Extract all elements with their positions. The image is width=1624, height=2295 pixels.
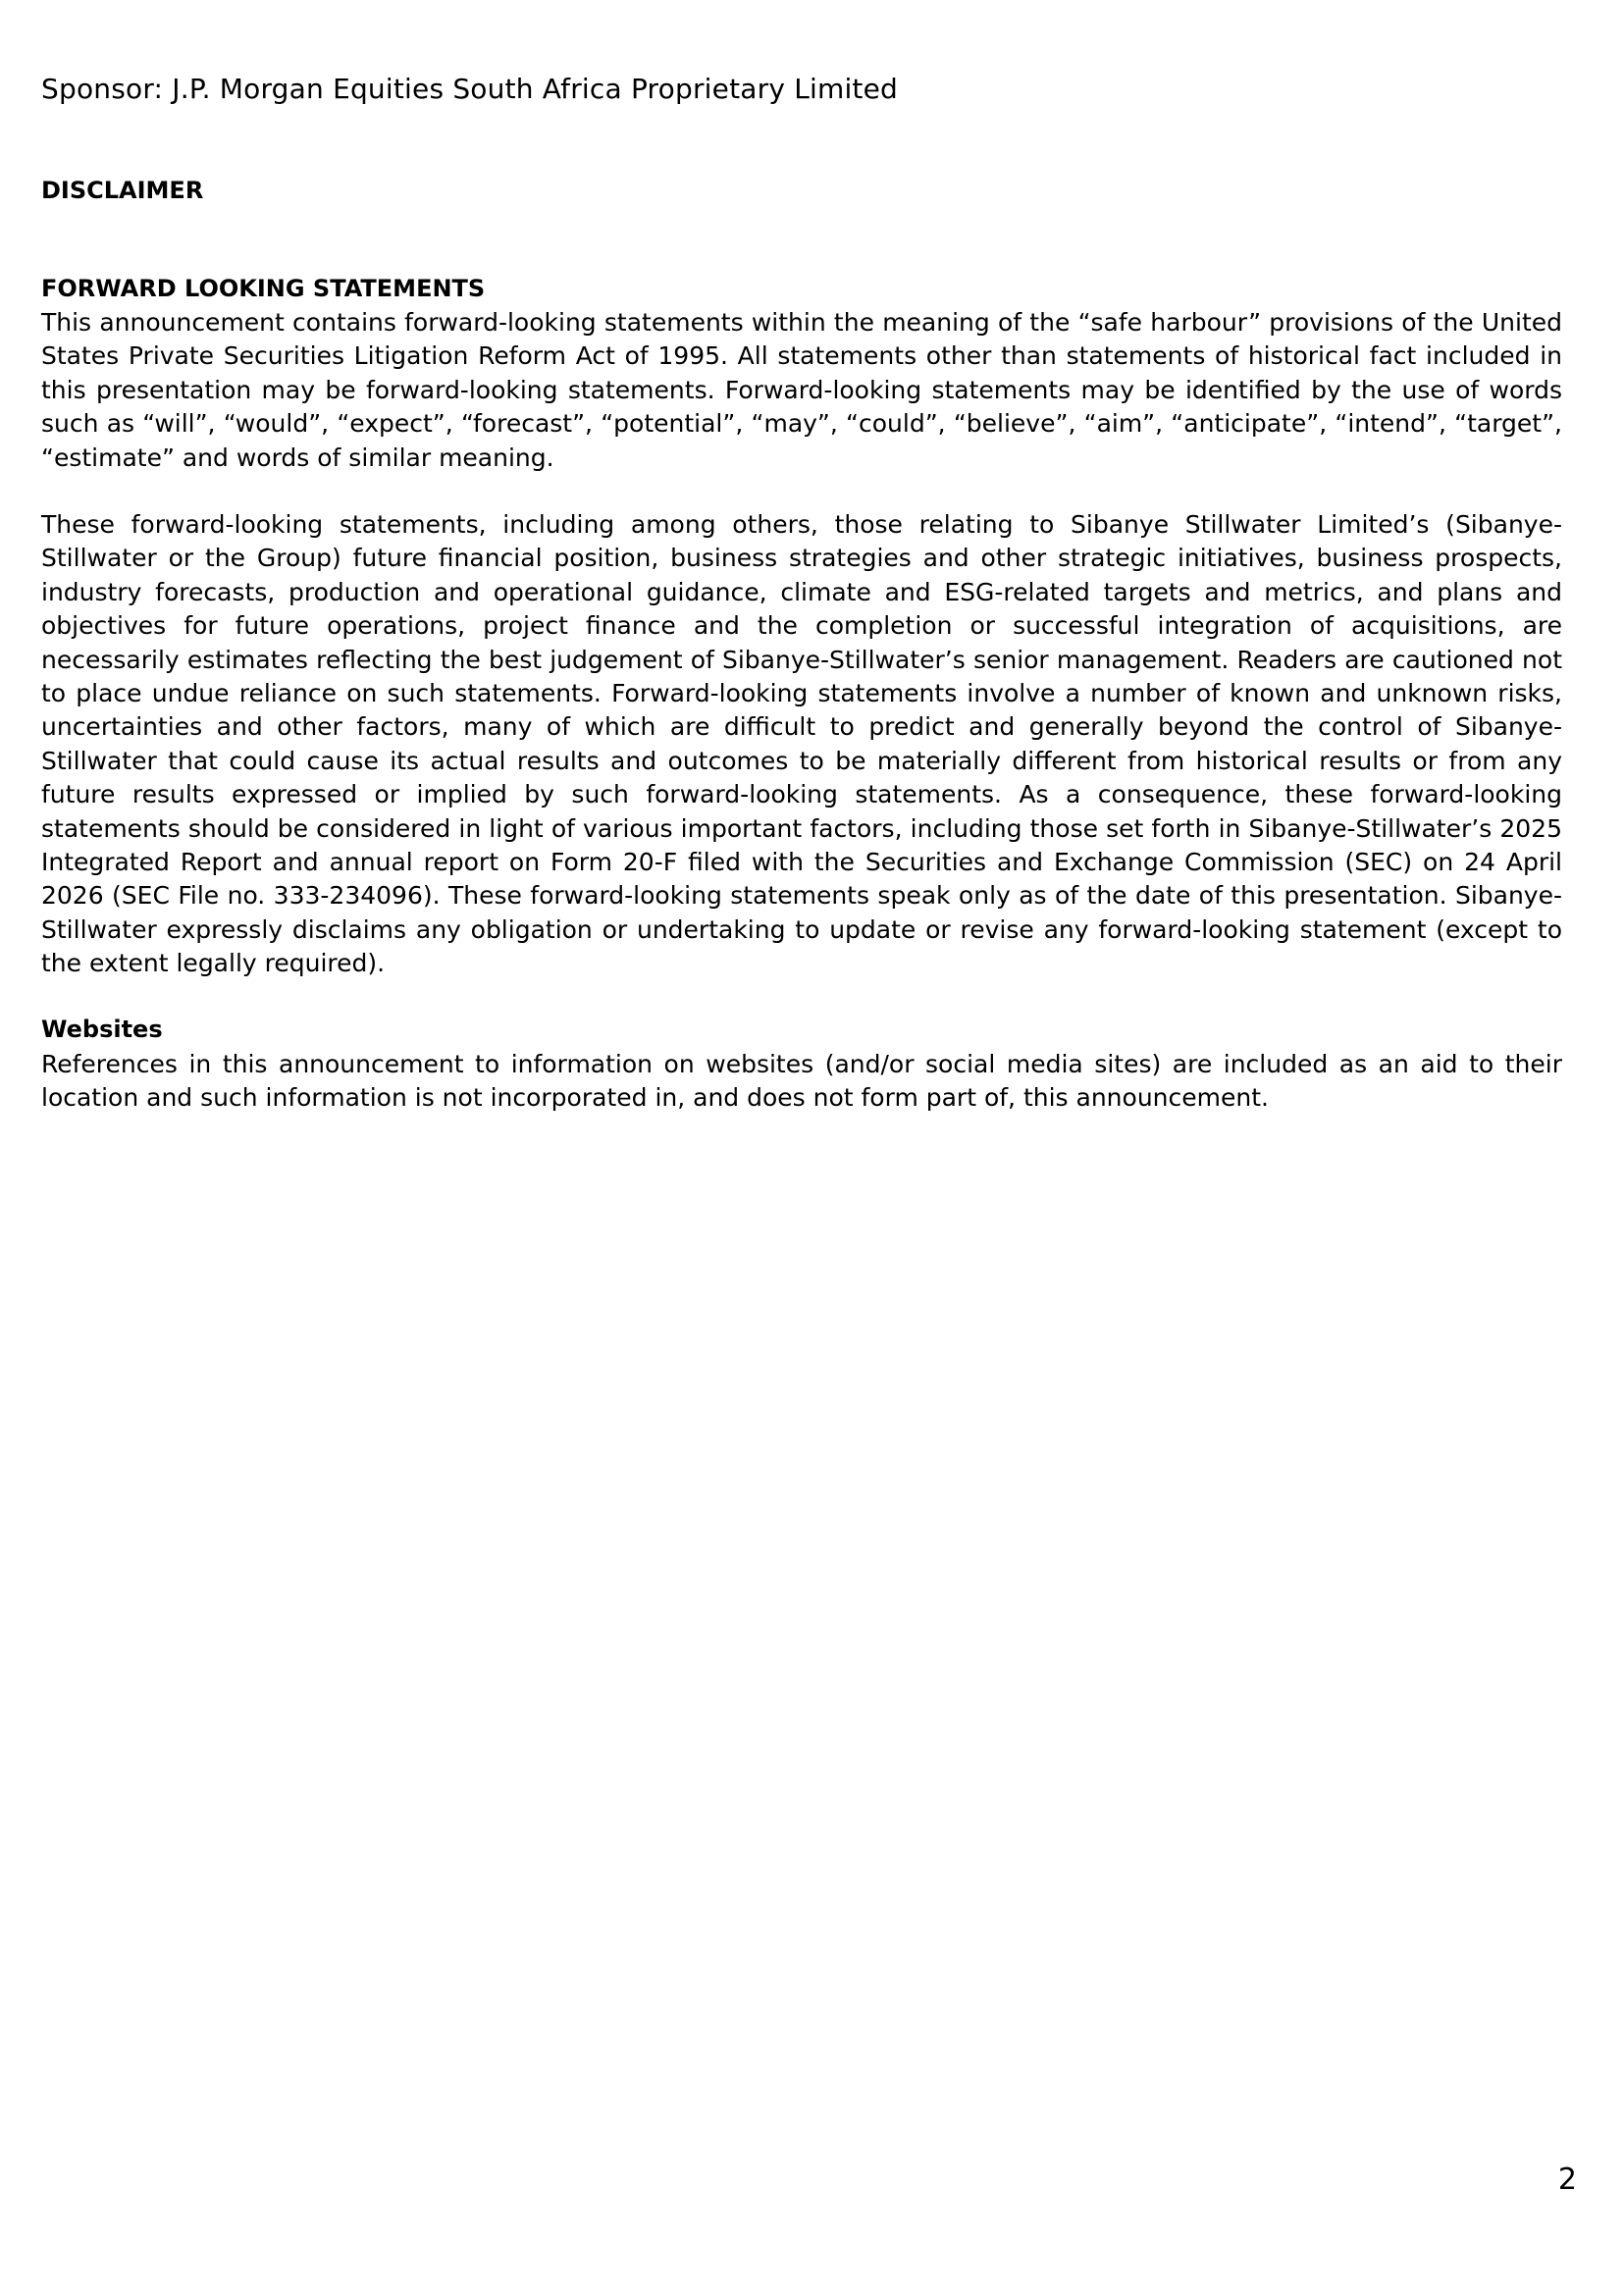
forward-looking-heading: FORWARD LOOKING STATEMENTS [41, 275, 486, 302]
sponsor-line: Sponsor: J.P. Morgan Equities South Africa Proprietary Limited [41, 73, 899, 105]
page-number: 2 [1557, 2163, 1577, 2197]
websites-heading: Websites [41, 1016, 163, 1043]
forward-looking-paragraph-1: This announcement contains forward-looking statements within the meaning of the “safe harbour” provisions of the United States Private Securities Litigation Reform Act of 1995. All statements other than statements of historical fact included in this presentation may be forward-looking statements. Forward-looking statements may be identified by the use of words such as “will”, “would”, “expect”, “forecast”, “potential”, “may”, “could”, “believe”, “aim”, “anticipate”, “intend”, “target”, “estimate” and words of similar meaning. [41, 308, 1562, 472]
disclaimer-heading: DISCLAIMER [41, 177, 204, 204]
websites-paragraph: References in this announcement to information on websites (and/or social media sites) are included as an aid to their location and such information is not incorporated in, and does not form part of, this announcement. [41, 1050, 1562, 1113]
forward-looking-paragraph-2: These forward-looking statements, including among others, those relating to Sibanye Stillwater Limited’s (Sibanye-Stillwater or the Group) future financial position, business strategies and other strategic initiatives, business prospects, industry forecasts, production and operational guidance, climate and ESG-related targets and metrics, and plans and objectives for future operations, project finance and the completion or successful integration of acquisitions, are necessarily estimates reflecting the best judgement of Sibanye-Stillwater’s senior management. Readers are cautioned not to place undue reliance on such statements. Forward-looking statements involve a number of known and unknown risks, uncertainties and other factors, many of which are difficult to predict and generally beyond the control of Sibanye-Stillwater that could cause its actual results and outcomes to be materially different from historical results or from any future results expressed or implied by such forward-looking statements. As a consequence, these forward-looking statements should be considered in light of various important factors, including those set forth in Sibanye-Stillwater’s 2025 Integrated Report and annual report on Form 20-F filed with the Securities and Exchange Commission (SEC) on 24 April 2026 (SEC File no. 333-234096). These forward-looking statements speak only as of the date of this presentation. Sibanye-Stillwater expressly disclaims any obligation or undertaking to update or revise any forward-looking statement (except to the extent legally required). [41, 510, 1562, 978]
